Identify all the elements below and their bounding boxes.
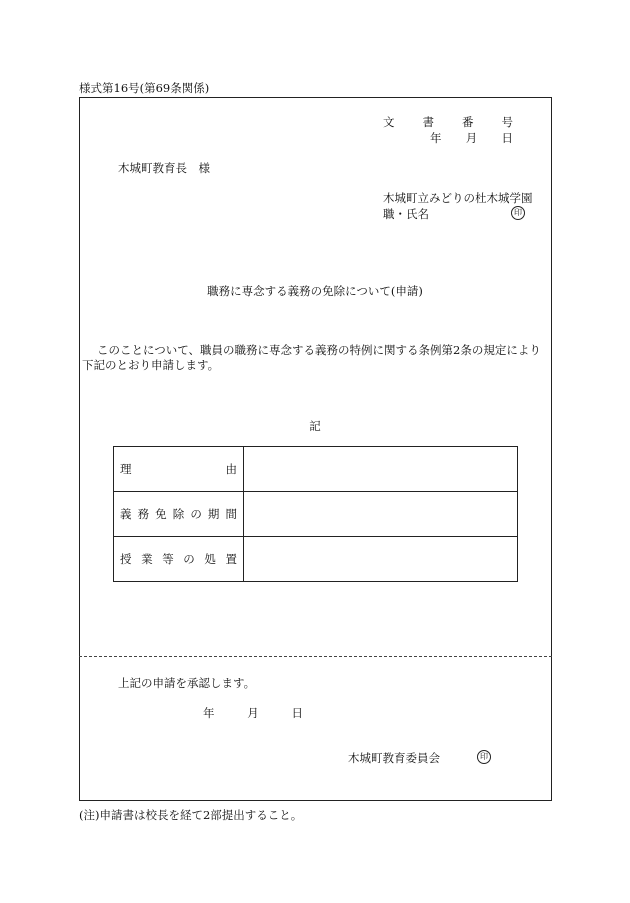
- label-char: 除: [172, 507, 185, 521]
- table-row: [114, 492, 518, 537]
- table-row: [114, 537, 518, 582]
- applicant-school: 木城町立みどりの杜木城学園: [383, 191, 533, 205]
- applicant-name-label: 職・氏名: [383, 207, 429, 221]
- document-title: 職務に専念する義務の免除について(申請): [207, 284, 423, 298]
- doc-number-char: 番: [462, 115, 474, 129]
- label-char: 等: [162, 552, 174, 566]
- label-char: 処: [204, 552, 216, 566]
- approval-issuer: 木城町教育委員会: [348, 751, 440, 765]
- doc-number-char: 書: [422, 115, 434, 129]
- label-char: 由: [225, 462, 237, 476]
- body-text-line1: このことについて、職員の職務に専念する義務の特例に関する条例第2条の規定により: [97, 343, 541, 357]
- label-char: の: [183, 552, 195, 566]
- footnote: (注)申請書は校長を経て2部提出すること。: [79, 808, 303, 822]
- reason-value[interactable]: [244, 447, 518, 492]
- date-char: 月: [465, 131, 478, 145]
- date-char: 日: [291, 706, 303, 720]
- doc-number-char: 文: [383, 115, 395, 129]
- label-char: 間: [225, 507, 237, 521]
- approval-date: [203, 705, 303, 721]
- addressee: 木城町教育長 様: [118, 161, 210, 175]
- form-number: 様式第16号(第69条関係): [79, 81, 210, 95]
- row-label: [114, 537, 244, 582]
- label-char: 務: [137, 507, 150, 521]
- approval-text: 上記の申請を承認します。: [118, 676, 256, 690]
- label-char: 置: [225, 552, 237, 566]
- date-char: 年: [430, 131, 442, 145]
- doc-date: [430, 130, 513, 146]
- label-char: の: [190, 507, 202, 521]
- row-label: [114, 492, 244, 537]
- doc-number-label: [383, 114, 513, 130]
- ki-heading: 記: [309, 419, 321, 433]
- date-char: 月: [247, 706, 259, 720]
- label-char: 期: [207, 507, 220, 521]
- label-char: 授: [120, 552, 132, 566]
- date-char: 年: [203, 706, 215, 720]
- seal-icon: 印: [511, 206, 525, 220]
- seal-icon: 印: [477, 750, 491, 764]
- record-table: [113, 446, 518, 582]
- label-char: 理: [120, 462, 132, 476]
- class-arrangement-value[interactable]: [244, 537, 518, 582]
- table-row: [114, 447, 518, 492]
- row-label: [114, 447, 244, 492]
- body-text-line2: 下記のとおり申請します。: [82, 358, 220, 372]
- exemption-period-value[interactable]: [244, 492, 518, 537]
- label-char: 免: [155, 507, 167, 521]
- doc-number-char: 号: [501, 115, 513, 129]
- label-char: 業: [141, 552, 153, 566]
- date-char: 日: [501, 131, 513, 145]
- dashed-divider: [79, 656, 552, 657]
- label-char: 義: [120, 507, 132, 521]
